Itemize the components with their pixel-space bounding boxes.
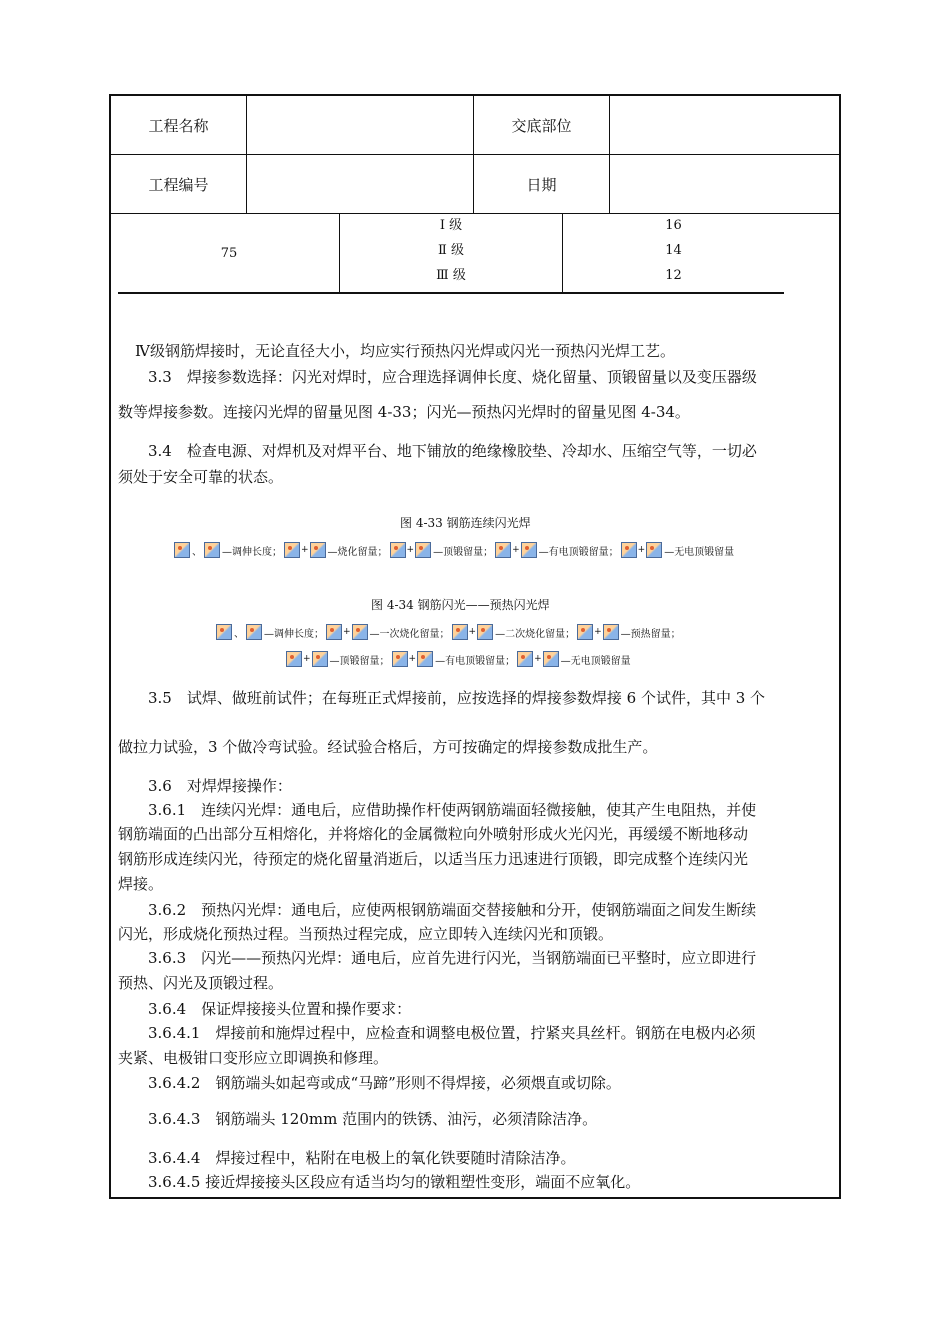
- legend-text: —烧化留量；: [327, 546, 388, 558]
- paragraph: 3.6.4.4 焊接过程中，粘附在电极上的氧化铁要随时清除洁净。: [148, 1149, 576, 1167]
- paragraph: 3.6.4.2 钢筋端头如起弯或成“马蹄”形则不得焊接，必须煨直或切除。: [148, 1074, 621, 1092]
- dimension-symbol-icon: [517, 651, 533, 667]
- grade-column: [340, 216, 562, 291]
- location-value: [610, 95, 841, 155]
- dimension-symbol-icon: [352, 624, 368, 640]
- legend-text: —调伸长度；: [222, 546, 282, 558]
- dimension-symbol-icon: [621, 542, 637, 558]
- paragraph: 夹紧、电极钳口变形应立即调换和修理。: [118, 1049, 389, 1067]
- project-name-label: 工程名称: [110, 95, 247, 155]
- paragraph: 做拉力试验，3 个做冷弯试验。经试验合格后，方可按确定的焊接参数成批生产。: [118, 738, 658, 756]
- figure-legend-4-34-line2: + —顶锻留量； + —有电顶锻留量； + —无电顶锻留量: [284, 651, 631, 667]
- paragraph: 闪光，形成烧化预热过程。当预热过程完成，应立即转入连续闪光和顶锻。: [118, 925, 614, 943]
- dimension-symbol-icon: [603, 624, 619, 640]
- paragraph: 3.6.1 连续闪光焊：通电后，应借助操作杆使两钢筋端面轻微接触，使其产生电阻热，并使: [148, 801, 757, 819]
- paragraph: 3.5 试焊、做班前试件；在每班正式焊接前，应按选择的焊接参数焊接 6 个试件，其中 3 个: [148, 689, 766, 707]
- value-cell: 16: [665, 218, 682, 233]
- figure-caption-4-34: 图 4-34 钢筋闪光——预热闪光焊: [371, 598, 550, 612]
- dimension-symbol-icon: [310, 542, 326, 558]
- dimension-symbol-icon: [284, 542, 300, 558]
- dimension-symbol-icon: [390, 542, 406, 558]
- paragraph: 3.4 检查电源、对焊机及对焊平台、地下铺放的绝缘橡胶垫、冷却水、压缩空气等，一切必: [148, 442, 757, 460]
- paragraph: 钢筋端面的凸出部分互相熔化，并将熔化的金属微粒向外喷射形成火光闪光，再缓缓不断地移动: [118, 825, 749, 843]
- dimension-symbol-icon: [392, 651, 408, 667]
- dimension-symbol-icon: [174, 542, 190, 558]
- legend-text: 、: [192, 546, 202, 558]
- legend-text: 、: [234, 628, 244, 640]
- grade-cell: Ⅱ 级: [438, 243, 464, 258]
- dimension-symbol-icon: [286, 651, 302, 667]
- parameter-subtable: [118, 214, 784, 294]
- dimension-symbol-icon: [452, 624, 468, 640]
- paragraph: 预热、闪光及顶锻过程。: [118, 974, 284, 992]
- grade-cell: Ⅰ 级: [439, 218, 463, 233]
- figure-caption-4-33: 图 4-33 钢筋连续闪光焊: [400, 516, 531, 530]
- date-value: [610, 155, 841, 214]
- dimension-symbol-icon: [495, 542, 511, 558]
- header-table: [109, 94, 841, 214]
- dimension-symbol-icon: [312, 651, 328, 667]
- project-no-value: [247, 155, 474, 214]
- paragraph: 数等焊接参数。连接闪光焊的留量见图 4-33；闪光—预热闪光焊时的留量见图 4-34。: [118, 403, 690, 421]
- legend-text: —无电顶锻留量: [560, 655, 631, 667]
- paragraph: 钢筋形成连续闪光，待预定的烧化留量消逝后，以适当压力迅速进行顶锻，即完成整个连续闪光: [118, 850, 749, 868]
- legend-text: —有电顶锻留量；: [538, 546, 619, 558]
- dimension-symbol-icon: [417, 651, 433, 667]
- legend-text: —一次烧化留量；: [369, 628, 450, 640]
- date-label: 日期: [474, 155, 610, 214]
- paragraph: 3.6.2 预热闪光焊：通电后，应使两根钢筋端面交替接触和分开，使钢筋端面之间发生断续: [148, 901, 757, 919]
- value-column: [563, 216, 784, 291]
- diameter-cell: 75: [220, 245, 238, 261]
- dimension-symbol-icon: [543, 651, 559, 667]
- dimension-symbol-icon: [216, 624, 232, 640]
- dimension-symbol-icon: [326, 624, 342, 640]
- dimension-symbol-icon: [521, 542, 537, 558]
- paragraph: 3.6.4 保证焊接接头位置和操作要求：: [148, 1000, 412, 1018]
- legend-text: —无电顶锻留量: [664, 546, 735, 558]
- figure-legend-4-34-line1: 、 —调伸长度； + —一次烧化留量； + —二次烧化留量； + —预热留量；: [214, 624, 681, 640]
- location-label: 交底部位: [474, 95, 610, 155]
- dimension-symbol-icon: [246, 624, 262, 640]
- paragraph: 3.6 对焊焊接操作：: [148, 777, 292, 795]
- legend-text: —调伸长度；: [264, 628, 324, 640]
- legend-text: —二次烧化留量；: [495, 628, 576, 640]
- project-name-value: [247, 95, 474, 155]
- dimension-symbol-icon: [204, 542, 220, 558]
- dimension-symbol-icon: [646, 542, 662, 558]
- value-cell: 14: [665, 243, 682, 258]
- legend-text: —有电顶锻留量；: [435, 655, 516, 667]
- legend-text: —顶锻留量；: [433, 546, 494, 558]
- paragraph: 3.3 焊接参数选择：闪光对焊时，应合理选择调伸长度、烧化留量、顶锻留量以及变压器级: [148, 368, 757, 386]
- dimension-symbol-icon: [415, 542, 431, 558]
- grade-cell: Ⅲ 级: [436, 268, 466, 283]
- legend-text: —顶锻留量；: [329, 655, 390, 667]
- figure-legend-4-33: 、 —调伸长度； + —烧化留量； + —顶锻留量； + —有电顶锻留量； + —无电顶锻留量: [172, 542, 734, 558]
- paragraph: 3.6.4.3 钢筋端头 120mm 范围内的铁锈、油污，必须清除洁净。: [148, 1110, 598, 1128]
- paragraph: 3.6.3 闪光——预热闪光焊：通电后，应首先进行闪光，当钢筋端面已平整时，应立即进行: [148, 949, 757, 967]
- paragraph: 须处于安全可靠的状态。: [118, 468, 284, 486]
- paragraph: 3.6.4.5 接近焊接接头区段应有适当均匀的镦粗塑性变形，端面不应氧化。: [148, 1173, 641, 1191]
- paragraph: 3.6.4.1 焊接前和施焊过程中，应检查和调整电极位置，拧紧夹具丝杆。钢筋在电极内必须: [148, 1024, 756, 1042]
- dimension-symbol-icon: [577, 624, 593, 640]
- legend-text: —预热留量；: [620, 628, 681, 640]
- project-no-label: 工程编号: [110, 155, 247, 214]
- paragraph: 焊接。: [118, 875, 164, 893]
- value-cell: 12: [665, 268, 682, 283]
- dimension-symbol-icon: [477, 624, 493, 640]
- paragraph: Ⅳ级钢筋焊接时，无论直径大小，均应实行预热闪光焊或闪光一预热闪光焊工艺。: [135, 342, 675, 360]
